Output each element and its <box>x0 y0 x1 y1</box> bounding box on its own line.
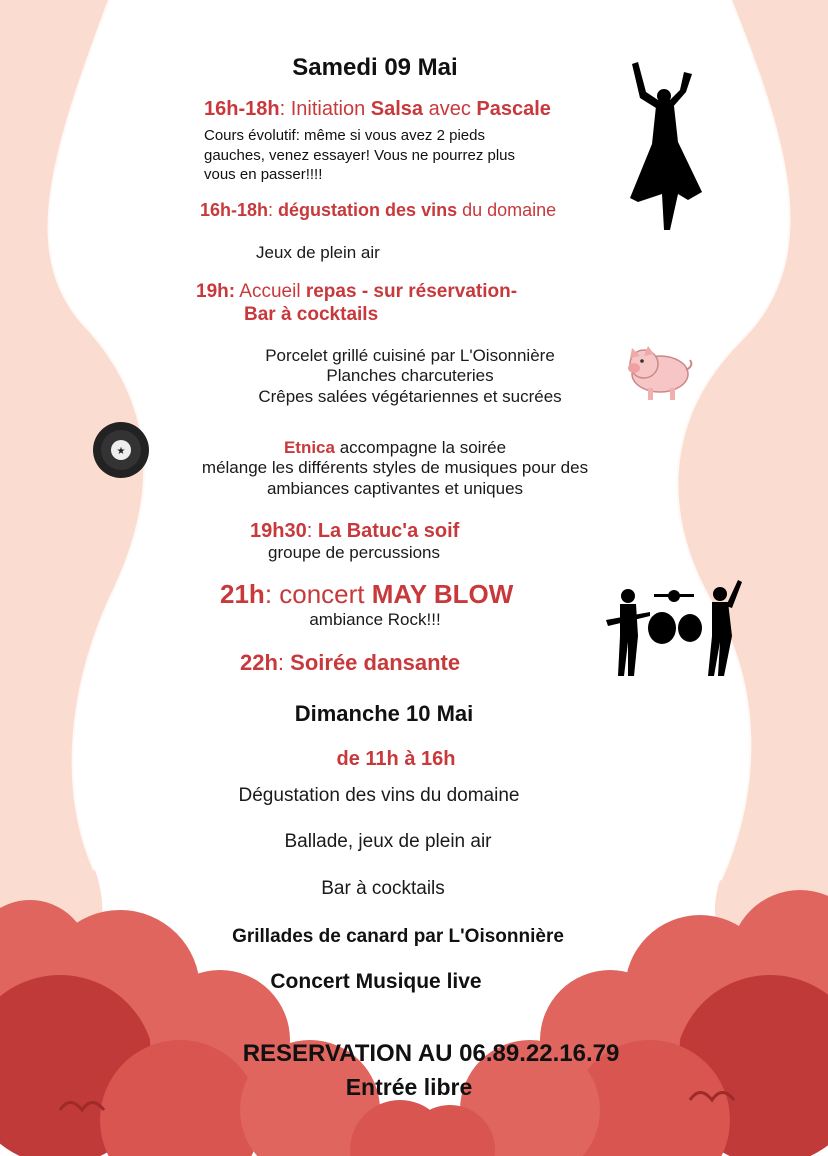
entry-text: Entrée libre <box>345 1074 473 1100</box>
tasting-line <box>200 200 556 221</box>
salsa-dance: Salsa <box>370 98 424 120</box>
sunday-item-tasting: Dégustation des vins du domaine <box>238 785 520 806</box>
party-line <box>240 650 460 675</box>
svg-text:★: ★ <box>116 446 126 457</box>
concert-time: 21h <box>220 579 265 609</box>
menu-line3: Crêpes salées végétariennes et sucrées <box>258 386 562 406</box>
dinner-bar: Bar à cocktails <box>244 304 379 325</box>
rock-band-icon <box>604 576 744 678</box>
games-text: Jeux de plein air <box>256 243 380 262</box>
party-name: Soirée dansante <box>290 650 461 675</box>
menu-line2: Planches charcuteries <box>326 366 494 386</box>
reservation-text: RESERVATION AU 06.89.22.16.79 <box>242 1040 620 1067</box>
dj-line1 <box>150 438 640 458</box>
dancer-silhouette-icon <box>618 62 714 234</box>
salsa-desc-line1: Cours évolutif: même si vous avez 2 pieds <box>204 127 485 144</box>
dj-block <box>150 438 640 499</box>
batuca-name: La Batuc'a soif <box>317 520 460 542</box>
saturday-title: Samedi 09 Mai <box>292 54 458 81</box>
dinner-sep: Accueil <box>235 281 306 302</box>
party-sep: : <box>277 650 291 675</box>
sunday-item-games: Ballade, jeux de plein air <box>284 831 492 852</box>
tasting-time: 16h-18h <box>200 200 269 220</box>
sunday-grill: Grillades de canard par L'Oisonnière <box>232 926 564 947</box>
concert-band: MAY BLOW <box>371 579 514 609</box>
tasting-bold: dégustation des vins <box>278 200 458 220</box>
salsa-time: 16h-18h <box>204 98 280 120</box>
batuca-sep: : <box>306 520 318 542</box>
sunday-music: Concert Musique live <box>270 970 482 993</box>
left-curtain <box>0 0 145 1010</box>
batuca-desc: groupe de percussions <box>268 543 441 562</box>
dinner-time: 19h: <box>196 281 236 302</box>
menu-line1: Porcelet grillé cuisiné par L'Oisonnière <box>265 346 555 365</box>
salsa-line <box>204 98 551 121</box>
salsa-teacher: Pascale <box>476 98 551 120</box>
dj-line3: ambiances captivantes et uniques <box>266 478 524 498</box>
tasting-sep: : <box>268 200 279 220</box>
salsa-with: avec <box>423 98 477 120</box>
concert-desc: ambiance Rock!!! <box>309 610 441 629</box>
party-time: 22h <box>240 650 278 675</box>
salsa-desc-line2: gauches, venez essayer! Vous ne pourrez plus <box>204 146 516 164</box>
dj-rest: accompagne la soirée <box>334 438 507 457</box>
dj-line2: mélange les différents styles de musiques pour des <box>201 458 589 478</box>
salsa-desc-line3: vous en passer!!!! <box>204 166 323 183</box>
sunday-item-bar: Bar à cocktails <box>321 878 445 899</box>
dinner-bold: repas - sur réservation- <box>305 281 518 302</box>
dj-name: Etnica <box>283 438 335 457</box>
tasting-rest: du domaine <box>457 200 557 220</box>
menu-block <box>180 346 640 407</box>
batuca-time: 19h30 <box>250 520 307 542</box>
salsa-sep: : Initiation <box>279 98 371 120</box>
concert-sep: : concert <box>264 579 372 609</box>
vinyl-record-icon <box>86 420 156 480</box>
dinner-line <box>196 281 517 303</box>
batuca-line <box>250 520 459 543</box>
concert-line <box>220 580 513 610</box>
sunday-hours: de 11h à 16h <box>336 748 456 770</box>
salsa-description <box>204 126 515 185</box>
sunday-title: Dimanche 10 Mai <box>294 701 474 726</box>
